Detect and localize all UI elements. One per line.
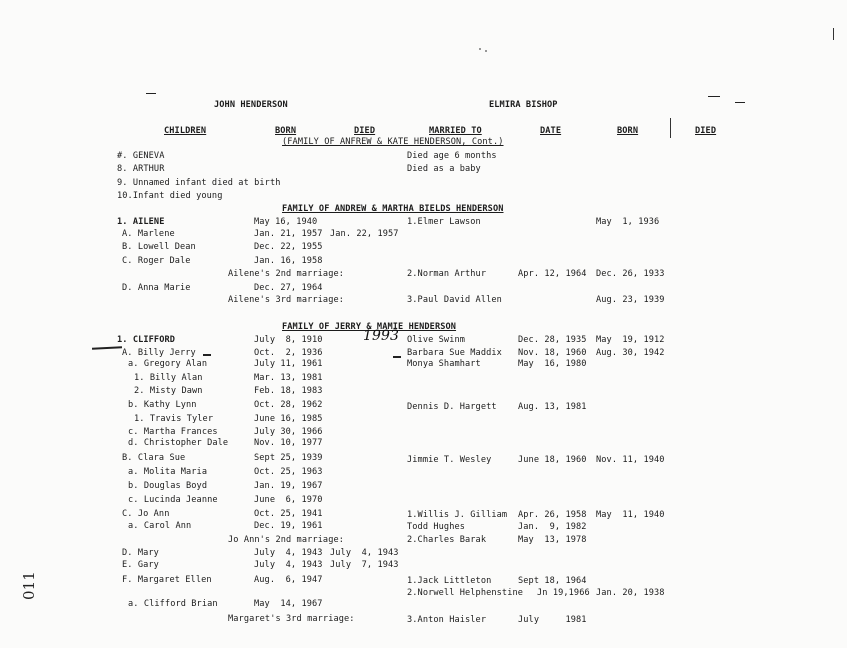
marriage-note: Jo Ann's 2nd marriage:	[228, 535, 345, 545]
name-cell: A. Billy Jerry	[122, 348, 196, 358]
married-cell: 3.Anton Haisler	[407, 615, 487, 625]
married-cell: Jimmie T. Wesley	[407, 455, 492, 465]
died-cell: July 7, 1943	[330, 560, 399, 570]
born-cell: Jan. 16, 1958	[254, 256, 323, 266]
name-cell: C. Jo Ann	[122, 509, 170, 519]
name-cell: B. Lowell Dean	[122, 242, 196, 252]
born-cell: Oct. 25, 1963	[254, 467, 323, 477]
died-cell: July 4, 1943	[330, 548, 399, 558]
date-cell: June 18, 1960	[518, 455, 587, 465]
born-cell: Jan. 19, 1967	[254, 481, 323, 491]
born-cell: July 4, 1943	[254, 548, 323, 558]
married-cell: Olive Swinm	[407, 335, 466, 345]
col-born: BORN	[275, 126, 297, 136]
scan-dash	[146, 93, 156, 94]
date-cell: Apr. 12, 1964	[518, 269, 587, 279]
col-spouse-born: BORN	[617, 126, 639, 136]
col-date: DATE	[540, 126, 562, 136]
name-cell: 1. AILENE	[117, 217, 165, 227]
name-cell: 1. CLIFFORD	[117, 335, 176, 345]
name-cell: 10.Infant died young	[117, 191, 223, 201]
born-cell: Feb. 18, 1983	[254, 386, 323, 396]
married-cell: 1.Jack Littleton	[407, 576, 492, 586]
name-cell: B. Clara Sue	[122, 453, 186, 463]
marriage-note: Ailene's 2nd marriage:	[228, 269, 345, 279]
born-cell: Dec. 27, 1964	[254, 283, 323, 293]
col-spouse-died: DIED	[695, 126, 717, 136]
born-cell: Dec. 19, 1961	[254, 521, 323, 531]
born-cell: Oct. 25, 1941	[254, 509, 323, 519]
married-cell: Monya Shamhart	[407, 359, 481, 369]
born-cell: Jan. 21, 1957	[254, 229, 323, 239]
name-cell: #. GENEVA	[117, 151, 165, 161]
speck	[485, 50, 487, 52]
married-cell: 1.Elmer Lawson	[407, 217, 481, 227]
born-cell: July 30, 1966	[254, 427, 323, 437]
died-cell: Jan. 22, 1957	[330, 229, 399, 239]
name-cell: d. Christopher Dale	[128, 438, 229, 448]
date-cell: Apr. 26, 1958	[518, 510, 587, 520]
margin-page-number: 011	[20, 571, 38, 600]
born-cell: Oct. 2, 1936	[254, 348, 323, 358]
name-cell: D. Mary	[122, 548, 159, 558]
name-cell: E. Gary	[122, 560, 159, 570]
scan-dash	[708, 96, 720, 97]
spouse-born-cell: Jan. 20, 1938	[596, 588, 665, 598]
spouse-born-cell: May 19, 1912	[596, 335, 665, 345]
spouse-born-cell: Aug. 23, 1939	[596, 295, 665, 305]
married-cell: 2.Norman Arthur	[407, 269, 487, 279]
born-cell: July 11, 1961	[254, 359, 323, 369]
married-cell: 2.Charles Barak	[407, 535, 487, 545]
name-cell: b. Douglas Boyd	[128, 481, 208, 491]
name-cell: 1. Billy Alan	[134, 373, 203, 383]
section-title: FAMILY OF JERRY & MAMIE HENDERSON	[282, 322, 457, 332]
married-cell: 3.Paul David Allen	[407, 295, 502, 305]
marriage-note: Margaret's 3rd marriage:	[228, 614, 355, 624]
married-cell: 1.Willis J. Gilliam	[407, 510, 508, 520]
name-cell: a. Gregory Alan	[128, 359, 208, 369]
date-cell: May 16, 1980	[518, 359, 587, 369]
born-cell: Nov. 10, 1977	[254, 438, 323, 448]
born-cell: Sept 25, 1939	[254, 453, 323, 463]
married-cell: Died as a baby	[407, 164, 481, 174]
born-cell: Aug. 6, 1947	[254, 575, 323, 585]
born-cell: July 8, 1910	[254, 335, 323, 345]
name-cell: c. Lucinda Jeanne	[128, 495, 218, 505]
name-cell: a. Clifford Brian	[128, 599, 218, 609]
name-cell: 9. Unnamed infant died at birth	[117, 178, 281, 188]
name-cell: a. Carol Ann	[128, 521, 192, 531]
col-died: DIED	[354, 126, 376, 136]
born-cell: Oct. 28, 1962	[254, 400, 323, 410]
name-cell: a. Molita Maria	[128, 467, 208, 477]
right-edge-mark	[833, 28, 834, 40]
date-cell: May 13, 1978	[518, 535, 587, 545]
name-cell: A. Marlene	[122, 229, 175, 239]
scan-dash	[735, 102, 745, 103]
spouse-born-cell: Nov. 11, 1940	[596, 455, 665, 465]
col-married-to: MARRIED TO	[429, 126, 482, 136]
name-cell: 1. Travis Tyler	[134, 414, 214, 424]
married-cell: Barbara Sue Maddix	[407, 348, 502, 358]
name-cell: b. Kathy Lynn	[128, 400, 197, 410]
born-cell: July 4, 1943	[254, 560, 323, 570]
marriage-note: Ailene's 3rd marriage:	[228, 295, 345, 305]
born-cell: May 14, 1967	[254, 599, 323, 609]
name-cell: C. Roger Dale	[122, 256, 191, 266]
born-cell: Mar. 13, 1981	[254, 373, 323, 383]
spouse-born-cell: Aug. 30, 1942	[596, 348, 665, 358]
born-cell: June 16, 1985	[254, 414, 323, 424]
married-cell: 2.Norwell Helphenstine	[407, 588, 524, 598]
col-children: CHILDREN	[164, 126, 207, 136]
column-rule	[670, 118, 671, 138]
married-cell: Died age 6 months	[407, 151, 497, 161]
date-cell: Sept 18, 1964	[518, 576, 587, 586]
spouse-born-cell: May 11, 1940	[596, 510, 665, 520]
born-cell: Dec. 22, 1955	[254, 242, 323, 252]
annotation-line	[92, 346, 122, 349]
handwritten-year: 1993	[363, 328, 400, 344]
date-cell: Jn 19,1966	[537, 588, 590, 598]
section-title: FAMILY OF ANDREW & MARTHA BIELDS HENDERSON	[282, 204, 504, 214]
date-cell: Dec. 28, 1935	[518, 335, 587, 345]
name-cell: F. Margaret Ellen	[122, 575, 212, 585]
speck	[479, 48, 481, 50]
father-name: JOHN HENDERSON	[214, 100, 288, 110]
name-cell: 8. ARTHUR	[117, 164, 165, 174]
spouse-born-cell: Dec. 26, 1933	[596, 269, 665, 279]
name-cell: D. Anna Marie	[122, 283, 191, 293]
married-cell: Dennis D. Hargett	[407, 402, 497, 412]
name-cell: 2. Misty Dawn	[134, 386, 203, 396]
date-cell: Nov. 18, 1960	[518, 348, 587, 358]
name-cell: c. Martha Frances	[128, 427, 218, 437]
annotation-dash	[393, 356, 401, 358]
born-cell: June 6, 1970	[254, 495, 323, 505]
married-cell: Todd Hughes	[407, 522, 466, 532]
date-cell: July 1981	[518, 615, 587, 625]
mother-name: ELMIRA BISHOP	[489, 100, 558, 110]
date-cell: Aug. 13, 1981	[518, 402, 587, 412]
born-cell: May 16, 1940	[254, 217, 318, 227]
date-cell: Jan. 9, 1982	[518, 522, 587, 532]
spouse-born-cell: May 1, 1936	[596, 217, 660, 227]
continued-family-heading: (FAMILY OF ANFREW & KATE HENDERSON, Cont.)	[282, 137, 504, 147]
annotation-dash	[203, 354, 211, 356]
